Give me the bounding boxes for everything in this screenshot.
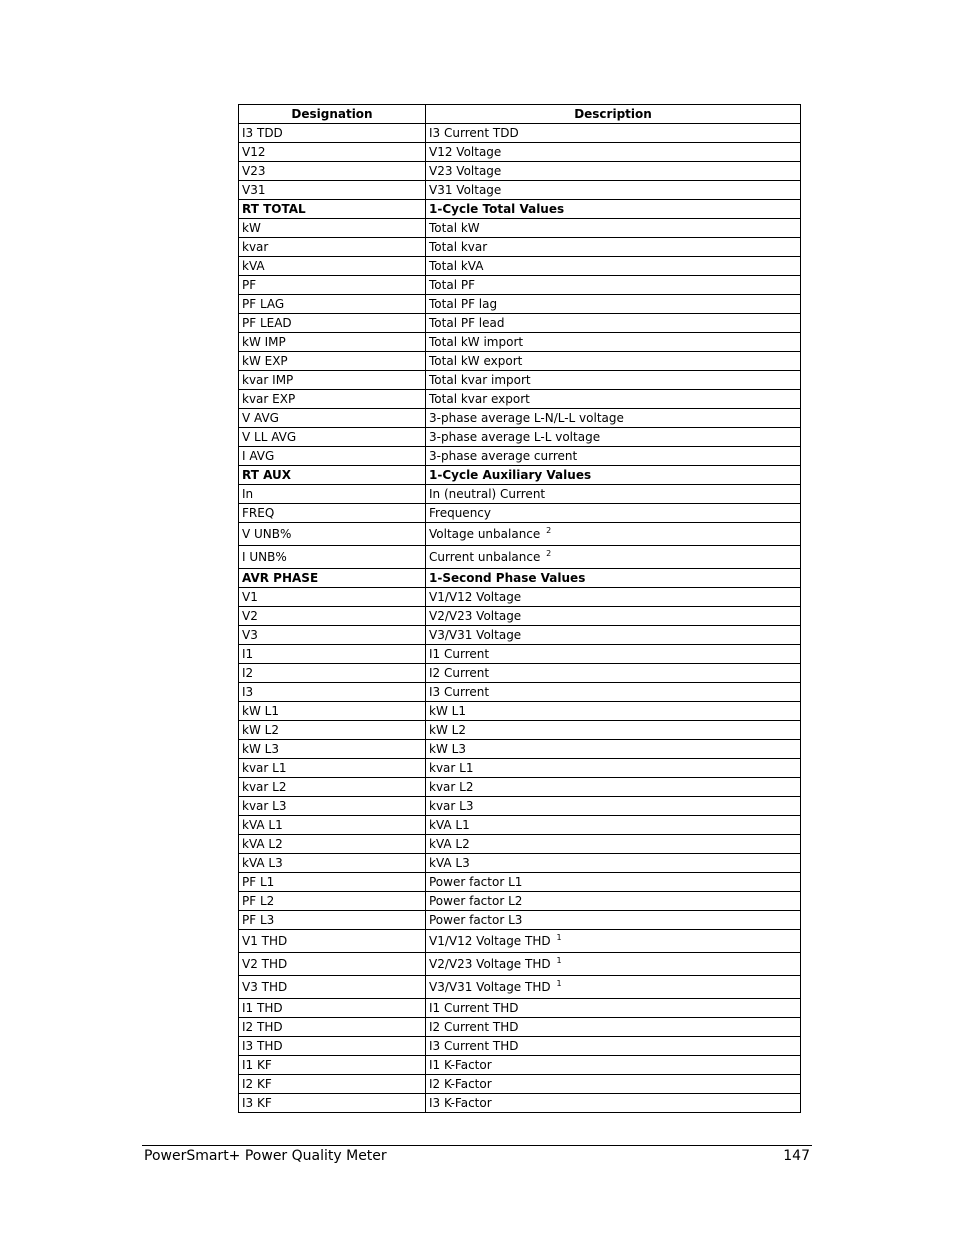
description-cell — [426, 740, 801, 759]
table-row — [239, 759, 801, 778]
description-cell — [426, 683, 801, 702]
designation-cell: kVA — [239, 257, 426, 276]
description-text: Total kvar — [429, 240, 488, 254]
description-text: 3-phase average L-L voltage — [429, 430, 601, 444]
table-row — [239, 523, 801, 546]
table-row — [239, 238, 801, 257]
description-cell — [426, 835, 801, 854]
description-cell — [426, 409, 801, 428]
table-row — [239, 447, 801, 466]
description-text: I3 Current THD — [429, 1039, 519, 1053]
table-row — [239, 371, 801, 390]
description-text: V31 Voltage — [429, 183, 502, 197]
designation-cell: I2 KF — [239, 1075, 426, 1094]
designation-cell: V31 — [239, 181, 426, 200]
footnote-marker: 1 — [556, 979, 562, 988]
table-row — [239, 1075, 801, 1094]
description-cell — [426, 645, 801, 664]
description-text: 1-Second Phase Values — [429, 571, 586, 585]
description-cell — [426, 428, 801, 447]
designation-cell: kVA L3 — [239, 854, 426, 873]
description-cell — [426, 930, 801, 953]
description-cell — [426, 759, 801, 778]
table-row — [239, 835, 801, 854]
designation-cell: I3 THD — [239, 1037, 426, 1056]
description-text: V12 Voltage — [429, 145, 502, 159]
table-row — [239, 295, 801, 314]
description-text: kW L3 — [429, 742, 466, 756]
table-row — [239, 219, 801, 238]
description-text: 1-Cycle Total Values — [429, 202, 565, 216]
description-cell — [426, 702, 801, 721]
description-cell — [426, 143, 801, 162]
description-cell — [426, 295, 801, 314]
designation-cell: V23 — [239, 162, 426, 181]
description-text: V1/V12 Voltage — [429, 590, 522, 604]
description-text: Total kW import — [429, 335, 524, 349]
description-text: Total kW export — [429, 354, 523, 368]
description-text: 1-Cycle Auxiliary Values — [429, 468, 592, 482]
description-text: Power factor L3 — [429, 913, 523, 927]
designation-cell: kW L3 — [239, 740, 426, 759]
table-row — [239, 930, 801, 953]
description-text: kVA L3 — [429, 856, 470, 870]
table-row — [239, 1037, 801, 1056]
description-cell — [426, 162, 801, 181]
designation-cell: kvar IMP — [239, 371, 426, 390]
table-row — [239, 143, 801, 162]
description-text: Total PF lead — [429, 316, 505, 330]
description-cell — [426, 314, 801, 333]
description-cell — [426, 626, 801, 645]
designation-cell: kvar — [239, 238, 426, 257]
description-cell — [426, 200, 801, 219]
description-cell — [426, 1075, 801, 1094]
table-row — [239, 352, 801, 371]
designation-table — [238, 104, 801, 1113]
description-text: V3/V31 Voltage — [429, 628, 522, 642]
designation-cell: In — [239, 485, 426, 504]
description-text: I2 Current — [429, 666, 490, 680]
table-row — [239, 588, 801, 607]
designation-cell: kW L1 — [239, 702, 426, 721]
table-row — [239, 485, 801, 504]
table-row — [239, 740, 801, 759]
description-cell — [426, 664, 801, 683]
designation-cell: kvar L1 — [239, 759, 426, 778]
description-cell — [426, 238, 801, 257]
designation-cell: I1 THD — [239, 999, 426, 1018]
table-row — [239, 409, 801, 428]
page-footer — [142, 1145, 812, 1164]
section-header-row — [239, 569, 801, 588]
table-row — [239, 314, 801, 333]
table-row — [239, 892, 801, 911]
designation-cell: kW EXP — [239, 352, 426, 371]
description-cell — [426, 854, 801, 873]
description-text: I3 K-Factor — [429, 1096, 492, 1110]
designation-cell: V3 THD — [239, 976, 426, 999]
description-text: kW L2 — [429, 723, 466, 737]
designation-cell: V12 — [239, 143, 426, 162]
designation-cell: V AVG — [239, 409, 426, 428]
designation-cell: I AVG — [239, 447, 426, 466]
description-cell — [426, 523, 801, 546]
designation-cell: I1 — [239, 645, 426, 664]
table-body — [239, 124, 801, 1113]
designation-cell: PF — [239, 276, 426, 295]
footnote-marker: 2 — [546, 526, 552, 535]
description-text: Power factor L2 — [429, 894, 523, 908]
designation-cell: V1 — [239, 588, 426, 607]
table-row — [239, 162, 801, 181]
description-text: V23 Voltage — [429, 164, 502, 178]
description-text: I3 Current — [429, 685, 490, 699]
designation-cell: V UNB% — [239, 523, 426, 546]
table-row — [239, 428, 801, 447]
designation-cell: PF LAG — [239, 295, 426, 314]
description-cell — [426, 999, 801, 1018]
designation-cell: V2 — [239, 607, 426, 626]
footer-title: PowerSmart+ Power Quality Meter — [144, 1148, 387, 1164]
table-header-row — [239, 105, 801, 124]
table-row — [239, 276, 801, 295]
table-row — [239, 257, 801, 276]
table-row — [239, 702, 801, 721]
description-text: Total kvar import — [429, 373, 531, 387]
description-text: kVA L2 — [429, 837, 470, 851]
designation-cell: I2 — [239, 664, 426, 683]
designation-cell: kW IMP — [239, 333, 426, 352]
designation-cell: I3 TDD — [239, 124, 426, 143]
designation-cell: kvar L3 — [239, 797, 426, 816]
designation-cell: kVA L1 — [239, 816, 426, 835]
designation-cell: I3 — [239, 683, 426, 702]
designation-cell: AVR PHASE — [239, 569, 426, 588]
page-number: 147 — [783, 1148, 810, 1164]
designation-cell: kvar EXP — [239, 390, 426, 409]
designation-cell: V2 THD — [239, 953, 426, 976]
designation-cell: kW L2 — [239, 721, 426, 740]
table-row — [239, 664, 801, 683]
footnote-marker: 1 — [556, 956, 562, 965]
table-row — [239, 1094, 801, 1113]
designation-cell: kVA L2 — [239, 835, 426, 854]
description-cell — [426, 276, 801, 295]
table-row — [239, 721, 801, 740]
description-text: kvar L1 — [429, 761, 474, 775]
description-text: In (neutral) Current — [429, 487, 546, 501]
description-text: Voltage unbalance — [429, 527, 541, 541]
table-row — [239, 333, 801, 352]
table-row — [239, 816, 801, 835]
designation-cell: RT TOTAL — [239, 200, 426, 219]
description-cell — [426, 892, 801, 911]
description-text: Current unbalance — [429, 550, 541, 564]
description-cell — [426, 485, 801, 504]
table-row — [239, 873, 801, 892]
table-row — [239, 976, 801, 999]
table-row — [239, 953, 801, 976]
description-cell — [426, 257, 801, 276]
designation-cell: V3 — [239, 626, 426, 645]
section-header-row — [239, 200, 801, 219]
table-row — [239, 607, 801, 626]
table-row — [239, 778, 801, 797]
table-row — [239, 181, 801, 200]
description-cell — [426, 976, 801, 999]
description-cell — [426, 371, 801, 390]
description-text: Total PF — [429, 278, 475, 292]
designation-cell: I3 KF — [239, 1094, 426, 1113]
description-text: kvar L3 — [429, 799, 474, 813]
table-row — [239, 911, 801, 930]
description-text: kVA L1 — [429, 818, 470, 832]
designation-cell: kW — [239, 219, 426, 238]
table-row — [239, 390, 801, 409]
description-text: I1 K-Factor — [429, 1058, 492, 1072]
section-header-row — [239, 466, 801, 485]
description-text: kvar L2 — [429, 780, 474, 794]
description-cell — [426, 333, 801, 352]
designation-cell: PF LEAD — [239, 314, 426, 333]
description-cell — [426, 816, 801, 835]
description-cell — [426, 447, 801, 466]
table-row — [239, 626, 801, 645]
table-row — [239, 546, 801, 569]
designation-cell: kvar L2 — [239, 778, 426, 797]
table-row — [239, 1018, 801, 1037]
description-text: I1 Current THD — [429, 1001, 519, 1015]
description-cell — [426, 911, 801, 930]
description-cell — [426, 390, 801, 409]
designation-cell: I2 THD — [239, 1018, 426, 1037]
description-text: Frequency — [429, 506, 491, 520]
description-cell — [426, 546, 801, 569]
description-text: Total PF lag — [429, 297, 498, 311]
description-cell — [426, 352, 801, 371]
footnote-marker: 2 — [546, 549, 552, 558]
table-row — [239, 124, 801, 143]
description-text: Power factor L1 — [429, 875, 523, 889]
designation-cell: PF L2 — [239, 892, 426, 911]
table-row — [239, 999, 801, 1018]
header-description: Description — [426, 105, 801, 124]
description-text: V2/V23 Voltage — [429, 609, 522, 623]
description-cell — [426, 1056, 801, 1075]
table-row — [239, 854, 801, 873]
description-cell — [426, 219, 801, 238]
description-text: Total kW — [429, 221, 480, 235]
description-text: I2 Current THD — [429, 1020, 519, 1034]
designation-cell: FREQ — [239, 504, 426, 523]
designation-cell: PF L1 — [239, 873, 426, 892]
description-cell — [426, 466, 801, 485]
table-row — [239, 797, 801, 816]
description-cell — [426, 778, 801, 797]
designation-cell: I1 KF — [239, 1056, 426, 1075]
description-cell — [426, 569, 801, 588]
description-cell — [426, 504, 801, 523]
description-cell — [426, 181, 801, 200]
table-row — [239, 504, 801, 523]
designation-cell: V1 THD — [239, 930, 426, 953]
designation-cell: PF L3 — [239, 911, 426, 930]
description-cell — [426, 953, 801, 976]
description-cell — [426, 721, 801, 740]
designation-cell: RT AUX — [239, 466, 426, 485]
table-row — [239, 1056, 801, 1075]
description-text: 3-phase average L-N/L-L voltage — [429, 411, 624, 425]
description-text: V1/V12 Voltage THD — [429, 934, 551, 948]
description-text: I2 K-Factor — [429, 1077, 492, 1091]
description-text: Total kvar export — [429, 392, 530, 406]
table-row — [239, 645, 801, 664]
description-text: I3 Current TDD — [429, 126, 519, 140]
description-text: kW L1 — [429, 704, 466, 718]
description-text: I1 Current — [429, 647, 490, 661]
description-text: 3-phase average current — [429, 449, 578, 463]
table-row — [239, 683, 801, 702]
description-text: V3/V31 Voltage THD — [429, 980, 551, 994]
description-cell — [426, 1094, 801, 1113]
designation-cell: I UNB% — [239, 546, 426, 569]
description-cell — [426, 607, 801, 626]
description-cell — [426, 124, 801, 143]
footnote-marker: 1 — [556, 933, 562, 942]
description-cell — [426, 1037, 801, 1056]
designation-cell: V LL AVG — [239, 428, 426, 447]
description-cell — [426, 588, 801, 607]
description-cell — [426, 873, 801, 892]
description-cell — [426, 1018, 801, 1037]
header-designation: Designation — [239, 105, 426, 124]
description-text: V2/V23 Voltage THD — [429, 957, 551, 971]
description-text: Total kVA — [429, 259, 484, 273]
description-cell — [426, 797, 801, 816]
